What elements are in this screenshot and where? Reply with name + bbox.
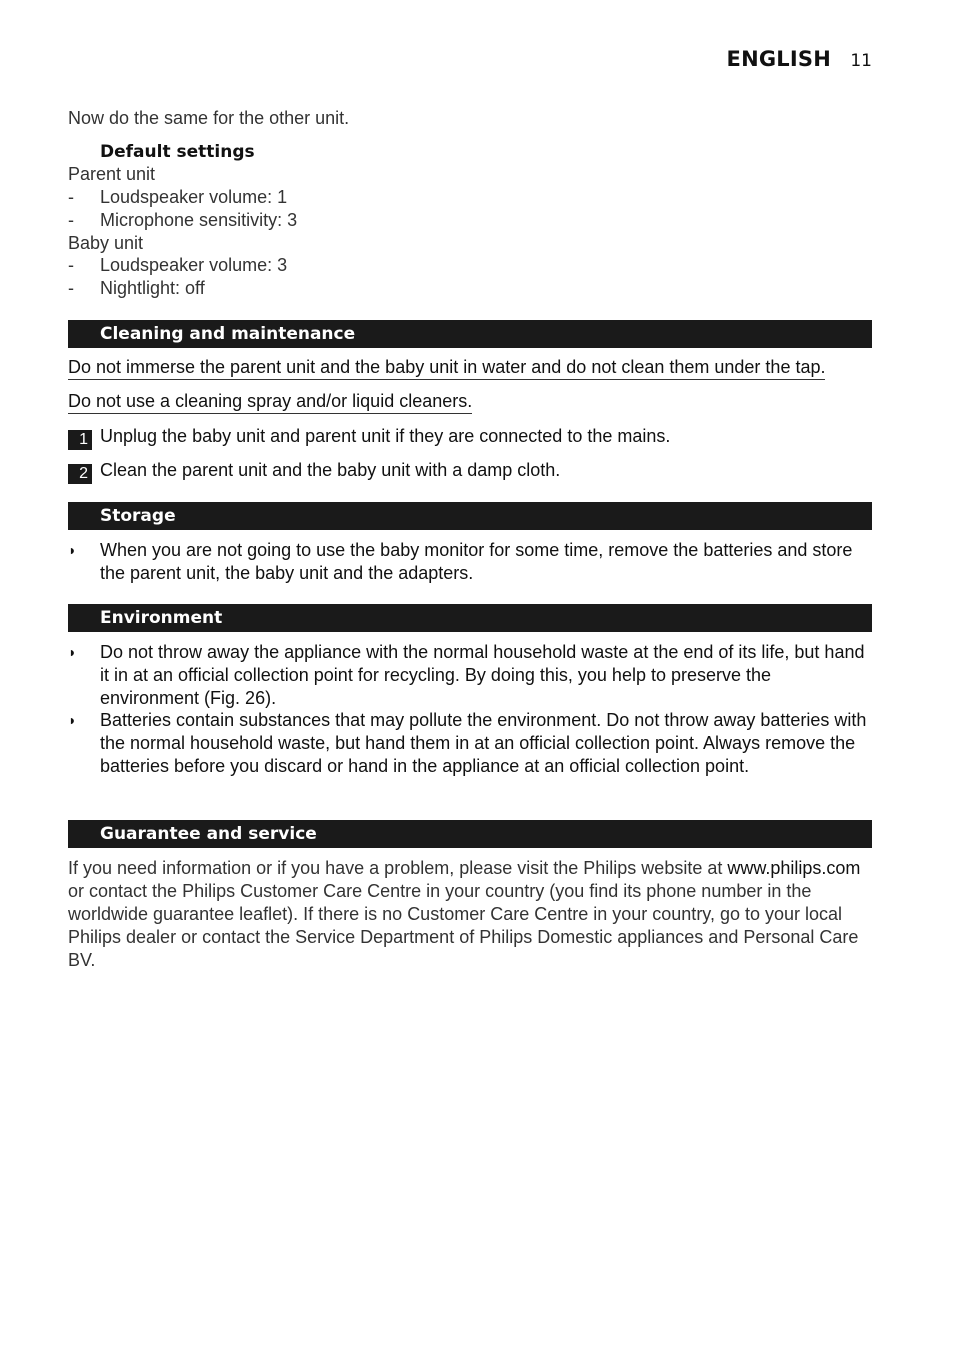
baby-setting-item — [68, 255, 287, 276]
list-dash: - — [68, 278, 74, 298]
step-text: Unplug the baby unit and parent unit if they are connected to the mains. — [100, 426, 671, 446]
parent-setting-text: Microphone sensitivity: 3 — [100, 210, 298, 230]
cleaning-warning: Do not immerse the parent unit and the baby unit in water and do not clean them under the tap. — [68, 357, 825, 380]
default-settings-heading: Default settings — [100, 142, 255, 162]
parent-setting-item — [68, 187, 287, 208]
baby-setting-item — [68, 278, 205, 299]
intro-line: Now do the same for the other unit. — [68, 108, 350, 128]
baby-setting-text: Nightlight: off — [100, 278, 205, 298]
bullet-text: Do not throw away the appliance with the normal household waste at the end of its life, but hand it in at an official collection point for recycling. By doing this, you help to preserve the environment (Fig. 26). — [100, 642, 865, 708]
bullet-icon: ◗ — [68, 712, 77, 728]
guarantee-section-title: Guarantee and service — [68, 820, 872, 848]
cleaning-step — [68, 460, 560, 484]
storage-section-title: Storage — [68, 502, 872, 530]
baby-setting-text: Loudspeaker volume: 3 — [100, 255, 288, 275]
parent-setting-item — [68, 210, 297, 231]
cleaning-warning: Do not use a cleaning spray and/or liquid cleaners. — [68, 391, 472, 414]
bullet-text: Batteries contain substances that may pollute the environment. Do not throw away batteries with the normal household waste, but hand them in at an official collection point. Always remove the batteries before you discard or hand in the appliance at an official collection point. — [100, 710, 867, 776]
language-header: ENGLISH — [726, 47, 831, 71]
baby-unit-label: Baby unit — [68, 233, 144, 253]
bullet-text: When you are not going to use the baby monitor for some time, remove the batteries and store the parent unit, the baby unit and the adapters. — [100, 540, 853, 583]
cleaning-section-title: Cleaning and maintenance — [68, 320, 872, 348]
step-number: 2 — [68, 464, 92, 484]
guarantee-paragraph — [68, 857, 874, 972]
bullet-icon: ◗ — [68, 542, 77, 558]
storage-bullet — [68, 539, 872, 585]
list-dash: - — [68, 187, 74, 207]
environment-section-title: Environment — [68, 604, 872, 632]
guarantee-text: or contact the Philips Customer Care Centre in your country (you find its phone number in the worldwide guarantee leaflet). If there is no Customer Care Centre in your country, go to your local Philips dealer or contact the Service Department of Philips Domestic appliances and Personal Care BV. — [68, 881, 859, 970]
parent-setting-text: Loudspeaker volume: 1 — [100, 187, 288, 207]
bullet-icon: ◗ — [68, 644, 77, 660]
environment-bullet — [68, 641, 872, 710]
parent-unit-label: Parent unit — [68, 164, 156, 184]
step-number: 1 — [68, 430, 92, 450]
cleaning-step — [68, 426, 670, 450]
guarantee-text: If you need information or if you have a problem, please visit the Philips website at — [68, 858, 728, 878]
philips-website-link[interactable]: www.philips.com — [727, 858, 861, 878]
list-dash: - — [68, 255, 74, 275]
step-text: Clean the parent unit and the baby unit with a damp cloth. — [100, 460, 561, 480]
environment-bullet — [68, 709, 872, 778]
page-number: 11 — [850, 51, 872, 71]
list-dash: - — [68, 210, 74, 230]
